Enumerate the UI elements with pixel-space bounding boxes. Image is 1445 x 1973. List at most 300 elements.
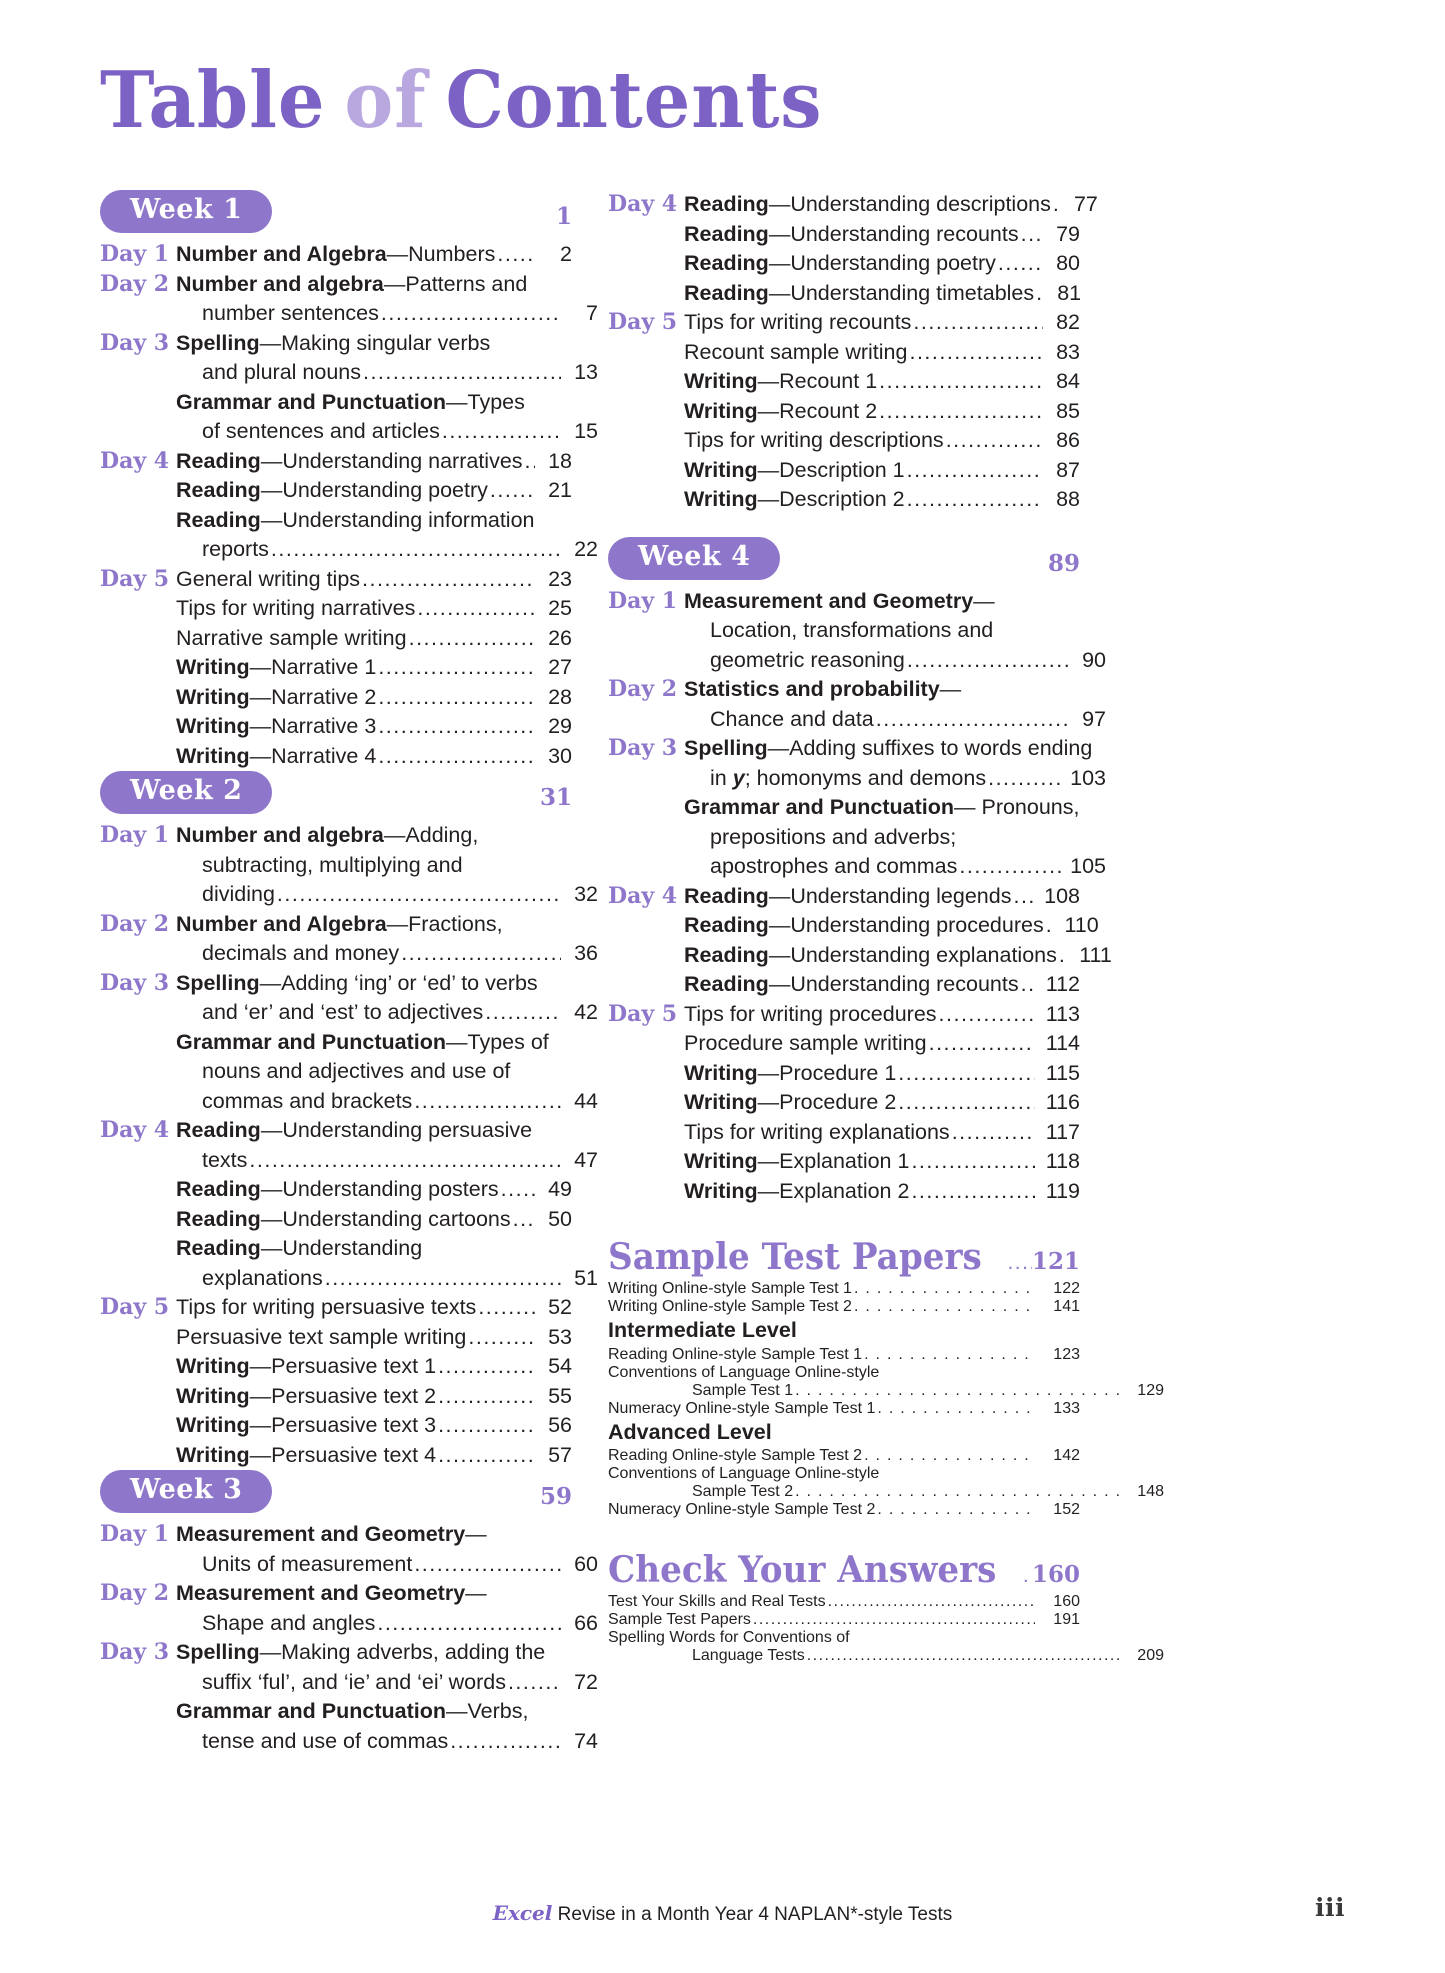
toc-line[interactable] [608, 1447, 1080, 1465]
toc-page-number: 32 [574, 882, 598, 906]
week-page-number: 89 [1047, 549, 1080, 577]
toc-line[interactable] [608, 1346, 1080, 1364]
toc-page-number: 60 [574, 1551, 598, 1576]
toc-line[interactable] [176, 1697, 572, 1727]
toc-line[interactable] [176, 447, 572, 477]
toc-page-number: 26 [548, 625, 572, 650]
check-your-answers-title: Check Your Answers [608, 1549, 997, 1591]
toc-line-text: Writing—Explanation 2 [684, 1178, 910, 1203]
week-header [608, 537, 1080, 581]
toc-line[interactable] [176, 1352, 572, 1382]
entry-body [176, 240, 572, 270]
dot-leader [412, 1087, 561, 1117]
toc-entry [608, 734, 1106, 882]
toc-line[interactable] [176, 712, 572, 742]
dot-leader [862, 1447, 1035, 1465]
dot-leader [511, 1205, 535, 1235]
toc-page-number: 116 [1045, 1090, 1080, 1114]
toc-line-text: Reading—Understanding narratives [176, 448, 523, 473]
toc-line[interactable] [608, 1483, 1164, 1501]
dot-leader [905, 485, 1043, 515]
toc-line[interactable] [176, 240, 572, 270]
entry-body [684, 675, 1106, 734]
toc-line[interactable] [684, 485, 1080, 515]
toc-line-text: Writing—Description 1 [684, 457, 905, 482]
dot-leader [1044, 911, 1054, 941]
dot-leader [877, 367, 1043, 397]
toc-line[interactable] [684, 852, 1106, 882]
week-page-number: 59 [539, 1483, 572, 1510]
dot-leader [986, 764, 1061, 794]
toc-line-text: Procedure sample writing [684, 1031, 927, 1055]
dot-leader [905, 646, 1069, 676]
toc-line[interactable] [176, 880, 598, 910]
week-header [100, 190, 572, 234]
toc-entry [100, 565, 572, 772]
toc-line[interactable] [176, 1116, 572, 1146]
toc-line-text: Statistics and probability— [684, 677, 962, 701]
toc-line[interactable] [176, 1057, 598, 1087]
toc-page-number: 148 [1137, 1483, 1164, 1500]
toc-line[interactable] [684, 279, 1080, 309]
toc-page-number: 85 [1056, 398, 1080, 423]
toc-line-text: Numeracy Online-style Sample Test 2 [608, 1501, 876, 1518]
dot-leader [875, 1400, 1035, 1418]
toc-entry [608, 190, 1098, 308]
toc-line[interactable] [176, 1609, 598, 1639]
toc-line-text: Reading—Understanding cartoons [176, 1206, 511, 1231]
toc-line[interactable] [176, 1382, 572, 1412]
week-badge: Week 3 [100, 1470, 272, 1513]
week-badge: Week 1 [100, 190, 272, 233]
toc-entry [608, 675, 1106, 734]
toc-line[interactable] [176, 270, 572, 300]
toc-line[interactable] [684, 646, 1106, 676]
entry-body [684, 190, 1098, 308]
toc-line[interactable] [608, 1465, 1080, 1483]
toc-line-text: Narrative sample writing [176, 625, 407, 650]
toc-line[interactable] [176, 851, 598, 881]
day-label: Day 5 [608, 1000, 678, 1027]
day-label: Day 4 [608, 191, 678, 217]
toc-line-text: Reading—Understanding recounts [684, 221, 1019, 246]
toc-line[interactable] [608, 1611, 1080, 1629]
toc-line[interactable] [176, 1323, 572, 1353]
toc-line[interactable] [176, 594, 572, 624]
toc-line-text: Grammar and Punctuation—Types of [176, 1029, 549, 1054]
toc-line-text: Measurement and Geometry— [176, 1581, 487, 1605]
toc-line-text: Spelling—Making singular verbs [176, 330, 491, 355]
toc-line[interactable] [608, 1316, 1080, 1346]
title-part-2: of [344, 55, 427, 146]
toc-page-number: 133 [1053, 1399, 1080, 1417]
toc-line[interactable] [176, 1411, 572, 1441]
toc-page-number: 118 [1045, 1149, 1080, 1173]
toc-line[interactable] [176, 299, 598, 329]
dot-leader [523, 447, 535, 477]
toc-line-text: prepositions and adverbs; [710, 824, 957, 849]
day-label: Day 4 [100, 447, 170, 474]
toc-line-text: Conventions of Language Online-style [608, 1363, 880, 1381]
toc-line-text: commas and brackets [202, 1088, 413, 1113]
toc-line-text: Sample Test Papers [608, 1611, 751, 1628]
toc-line[interactable] [684, 970, 1080, 1000]
toc-line[interactable] [176, 1727, 598, 1757]
dot-leader [360, 565, 535, 595]
toc-line[interactable] [684, 338, 1080, 368]
dot-leader [269, 535, 561, 565]
dot-leader [911, 308, 1043, 338]
dot-leader [499, 1175, 535, 1205]
toc-page-number: 113 [1045, 1001, 1080, 1026]
toc-line-text: of sentences and articles [202, 419, 440, 443]
toc-line-text: Writing—Procedure 2 [684, 1090, 897, 1114]
toc-entry [100, 1293, 572, 1470]
day-label: Day 2 [100, 1580, 170, 1606]
dot-leader [896, 1059, 1035, 1089]
toc-line-text: Shape and angles [202, 1610, 376, 1635]
toc-entry [608, 587, 1106, 676]
toc-line[interactable] [608, 1298, 1080, 1316]
dot-leader [495, 240, 535, 270]
toc-page-number: 209 [1137, 1647, 1164, 1664]
dot-leader [488, 476, 535, 506]
toc-line[interactable] [608, 1280, 1080, 1298]
day-label: Day 3 [100, 1639, 170, 1665]
toc-page-number: 77 [1073, 192, 1098, 216]
toc-line[interactable] [684, 705, 1106, 735]
toc-line[interactable] [684, 1029, 1080, 1059]
toc-line-text: Reading—Understanding legends [684, 883, 1012, 908]
dot-leader [805, 1647, 1119, 1665]
toc-line[interactable] [176, 742, 572, 772]
day-label: Day 1 [100, 241, 170, 267]
toc-line[interactable] [608, 1400, 1080, 1418]
toc-line-text: Writing—Description 2 [684, 487, 905, 511]
toc-line[interactable] [176, 1579, 572, 1609]
toc-page-number: 152 [1053, 1501, 1080, 1518]
toc-page-number: 84 [1056, 369, 1080, 393]
toc-line[interactable] [684, 1118, 1080, 1148]
toc-line-text: Writing Online-style Sample Test 1 [608, 1280, 852, 1297]
dot-leader [852, 1280, 1035, 1298]
toc-line-text: subtracting, multiplying and [202, 852, 463, 877]
toc-page-number: 27 [548, 655, 572, 679]
dot-leader [361, 358, 561, 388]
toc-line[interactable] [608, 1501, 1080, 1519]
dot-leader [1051, 190, 1061, 220]
dot-leader [376, 712, 535, 742]
toc-page-number: 105 [1070, 854, 1106, 878]
toc-line-text: suffix ‘ful’, and ‘ie’ and ‘ei’ words [202, 1669, 506, 1694]
toc-line-text: Conventions of Language Online-style [608, 1465, 880, 1482]
check-your-answers-page-number: 160 [1031, 1561, 1080, 1588]
toc-line[interactable] [176, 388, 572, 418]
dot-leader [476, 1293, 535, 1323]
dot-leader [996, 249, 1043, 279]
toc-line-text: number sentences [202, 301, 379, 325]
toc-page-number: 36 [574, 941, 598, 965]
toc-line[interactable] [684, 764, 1106, 794]
toc-line[interactable] [176, 653, 572, 683]
toc-line-text: Reading—Understanding information [176, 507, 535, 532]
dot-leader [399, 939, 561, 969]
toc-line[interactable] [684, 616, 1106, 646]
toc-page-number: 142 [1053, 1447, 1080, 1464]
toc-line[interactable] [176, 1146, 598, 1176]
check-your-answers-list [608, 1593, 1164, 1665]
dot-leader [826, 1593, 1035, 1611]
right-column [608, 190, 1164, 1665]
entry-body [176, 1579, 598, 1638]
toc-line[interactable] [176, 821, 572, 851]
toc-line-text: Writing—Recount 1 [684, 369, 878, 393]
day-label: Day 3 [608, 735, 678, 761]
toc-line[interactable] [176, 565, 572, 595]
toc-line-text: Advanced Level [608, 1419, 772, 1444]
day-label: Day 5 [100, 565, 170, 592]
toc-line-text: Reading Online-style Sample Test 1 [608, 1345, 863, 1363]
toc-line-text: geometric reasoning [710, 647, 905, 672]
toc-line[interactable] [176, 939, 598, 969]
toc-line[interactable] [176, 969, 572, 999]
dot-leader [852, 1298, 1035, 1316]
toc-line[interactable] [684, 190, 1098, 220]
toc-line[interactable] [684, 249, 1080, 279]
toc-line[interactable] [176, 624, 572, 654]
toc-line[interactable] [684, 426, 1080, 456]
toc-line-text: Number and algebra—Adding, [176, 823, 479, 847]
dot-leader [412, 1550, 561, 1580]
toc-line[interactable] [608, 1418, 1080, 1448]
dot-leader [375, 1609, 561, 1639]
toc-line[interactable] [608, 1382, 1164, 1400]
toc-line[interactable] [176, 417, 598, 447]
toc-line-text: Writing—Narrative 4 [176, 743, 377, 768]
dot-leader [483, 998, 561, 1028]
toc-line[interactable] [684, 793, 1080, 823]
title-part-3: Contents [445, 55, 823, 146]
toc-line-text: Reading—Understanding descriptions [684, 192, 1051, 216]
toc-page-number: 97 [1082, 706, 1106, 731]
toc-line[interactable] [684, 675, 1080, 705]
toc-line[interactable] [684, 882, 1080, 912]
toc-line-text: Writing—Narrative 3 [176, 714, 377, 738]
toc-line[interactable] [176, 1520, 572, 1550]
day-label: Day 4 [100, 1117, 170, 1143]
entry-body [176, 270, 598, 329]
toc-line-text: Writing—Persuasive text 2 [176, 1383, 437, 1408]
entry-body [176, 910, 598, 969]
toc-page-number: 66 [574, 1610, 598, 1635]
toc-entry [100, 821, 598, 910]
toc-line[interactable] [684, 1147, 1080, 1177]
toc-line[interactable] [176, 358, 598, 388]
toc-page-number: 115 [1045, 1060, 1080, 1085]
toc-line-text: tense and use of commas [202, 1728, 449, 1753]
toc-entry [100, 1579, 598, 1638]
dot-leader [436, 1441, 535, 1471]
toc-page-number: 57 [548, 1442, 572, 1467]
dot-leader [323, 1264, 561, 1294]
toc-line-text: Reading—Understanding procedures [684, 913, 1044, 937]
toc-page-number: 112 [1045, 972, 1080, 996]
toc-line[interactable] [176, 1175, 572, 1205]
dot-leader [436, 1352, 535, 1382]
toc-line[interactable] [608, 1629, 1080, 1647]
toc-line[interactable] [608, 1364, 1080, 1382]
toc-line[interactable] [684, 367, 1080, 397]
toc-page-number: 21 [548, 478, 572, 502]
day-label: Day 1 [100, 822, 170, 848]
toc-line-text: General writing tips [176, 566, 361, 591]
day-label: Day 3 [100, 329, 170, 356]
toc-line[interactable] [684, 1000, 1080, 1030]
dot-leader [909, 1177, 1035, 1207]
toc-line[interactable] [176, 1234, 572, 1264]
toc-line[interactable] [684, 823, 1106, 853]
entry-body [684, 882, 1112, 1000]
toc-page-number: 50 [548, 1206, 572, 1231]
toc-line[interactable] [684, 734, 1093, 764]
toc-line-text: texts [202, 1147, 248, 1172]
toc-page-number: 52 [548, 1295, 572, 1319]
dot-leader [376, 683, 535, 713]
dot-leader [927, 1029, 1035, 1059]
dot-leader [1057, 941, 1067, 971]
toc-line-text: Writing—Persuasive text 1 [176, 1354, 437, 1378]
toc-line-text: Reading Online-style Sample Test 2 [608, 1447, 863, 1464]
toc-page-number: 90 [1082, 647, 1106, 672]
toc-line-text: dividing [202, 882, 275, 906]
toc-line[interactable] [684, 911, 1099, 941]
toc-line-text: nouns and adjectives and use of [202, 1059, 511, 1083]
dot-leader [1017, 1564, 1032, 1588]
toc-page-number: 141 [1053, 1298, 1080, 1315]
toc-page-number: 74 [574, 1728, 598, 1753]
dot-leader [907, 338, 1043, 368]
toc-line[interactable] [608, 1647, 1164, 1665]
left-column [100, 190, 598, 1756]
toc-line-text: reports [202, 537, 269, 561]
dot-leader [1019, 220, 1043, 250]
toc-line[interactable] [684, 1177, 1080, 1207]
toc-line-text: Location, transformations and [710, 618, 994, 642]
dot-leader [436, 1382, 535, 1412]
toc-line[interactable] [176, 1028, 572, 1058]
sample-test-papers-heading [608, 1236, 1080, 1278]
entry-body [684, 587, 1106, 676]
toc-line[interactable] [176, 1205, 572, 1235]
dot-leader [874, 705, 1069, 735]
toc-line-text: Reading—Understanding recounts [684, 972, 1019, 996]
toc-line[interactable] [176, 1264, 598, 1294]
toc-page-number: 111 [1079, 942, 1112, 967]
toc-page-number: 51 [574, 1265, 598, 1290]
toc-line-text: Tips for writing procedures [684, 1001, 937, 1026]
toc-line[interactable] [684, 456, 1080, 486]
sample-test-papers-title: Sample Test Papers [608, 1236, 982, 1278]
toc-line-text: Number and Algebra—Fractions, [176, 911, 503, 936]
dot-leader [862, 1346, 1035, 1364]
toc-page-number: 79 [1056, 221, 1080, 246]
dot-leader [937, 1000, 1035, 1030]
toc-line-text: Writing—Persuasive text 3 [176, 1413, 437, 1437]
toc-line-text: Spelling—Adding suffixes to words ending [684, 736, 1093, 760]
toc-page-number: 123 [1053, 1345, 1080, 1363]
footer-brand: Excel [492, 1901, 553, 1925]
toc-line[interactable] [176, 1293, 572, 1323]
toc-line[interactable] [684, 220, 1080, 250]
toc-page-number: 23 [548, 566, 572, 591]
entry-body [176, 329, 598, 447]
toc-line-text: Intermediate Level [608, 1318, 797, 1342]
toc-page-number: 56 [548, 1413, 572, 1437]
day-label: Day 4 [608, 882, 678, 909]
toc-page-number: 88 [1056, 487, 1080, 511]
toc-line-text: Grammar and Punctuation— Pronouns, [684, 795, 1080, 819]
toc-line[interactable] [176, 1550, 598, 1580]
toc-line-text: Tips for writing persuasive texts [176, 1295, 477, 1319]
toc-line[interactable] [176, 1441, 572, 1471]
footer [0, 1901, 1445, 1926]
toc-entry [100, 240, 572, 270]
toc-line[interactable] [176, 476, 572, 506]
toc-page-number: 87 [1056, 457, 1080, 482]
dot-leader [1011, 882, 1035, 912]
toc-line-text: in y; homonyms and demons [710, 765, 987, 790]
toc-line[interactable] [176, 1087, 598, 1117]
toc-line[interactable] [176, 910, 572, 940]
toc-line[interactable] [176, 329, 572, 359]
toc-page-number: 80 [1056, 251, 1080, 275]
dot-leader [1034, 279, 1044, 309]
dot-leader [950, 1118, 1035, 1148]
toc-line[interactable] [684, 941, 1112, 971]
toc-line[interactable] [684, 397, 1080, 427]
toc-page-number: 22 [574, 537, 598, 561]
dot-leader [275, 880, 561, 910]
toc-page-number: 13 [574, 360, 598, 384]
toc-page-number: 117 [1045, 1119, 1080, 1144]
dot-leader [376, 653, 535, 683]
toc-line-text: Tips for writing descriptions [684, 428, 944, 452]
toc-entry [100, 447, 598, 565]
toc-entry [100, 1116, 598, 1293]
toc-line[interactable] [684, 587, 1080, 617]
toc-line[interactable] [684, 1088, 1080, 1118]
entry-body [684, 1000, 1080, 1207]
toc-line[interactable] [176, 535, 598, 565]
toc-entry [100, 969, 598, 1117]
dot-leader [751, 1611, 1035, 1629]
dot-leader [793, 1483, 1119, 1501]
dot-leader [1001, 1251, 1032, 1275]
entry-body [176, 1520, 598, 1579]
toc-line-text: Reading—Understanding [176, 1236, 423, 1260]
toc-line-text: Tips for writing explanations [684, 1119, 950, 1144]
toc-line[interactable] [176, 1638, 572, 1668]
toc-line[interactable] [608, 1593, 1080, 1611]
toc-line[interactable] [684, 1059, 1080, 1089]
dot-leader [877, 397, 1043, 427]
toc-line[interactable] [176, 683, 572, 713]
toc-page-number: 86 [1056, 428, 1080, 452]
toc-line[interactable] [176, 998, 598, 1028]
toc-line[interactable] [684, 308, 1080, 338]
toc-line[interactable] [176, 506, 572, 536]
toc-line[interactable] [176, 1668, 598, 1698]
